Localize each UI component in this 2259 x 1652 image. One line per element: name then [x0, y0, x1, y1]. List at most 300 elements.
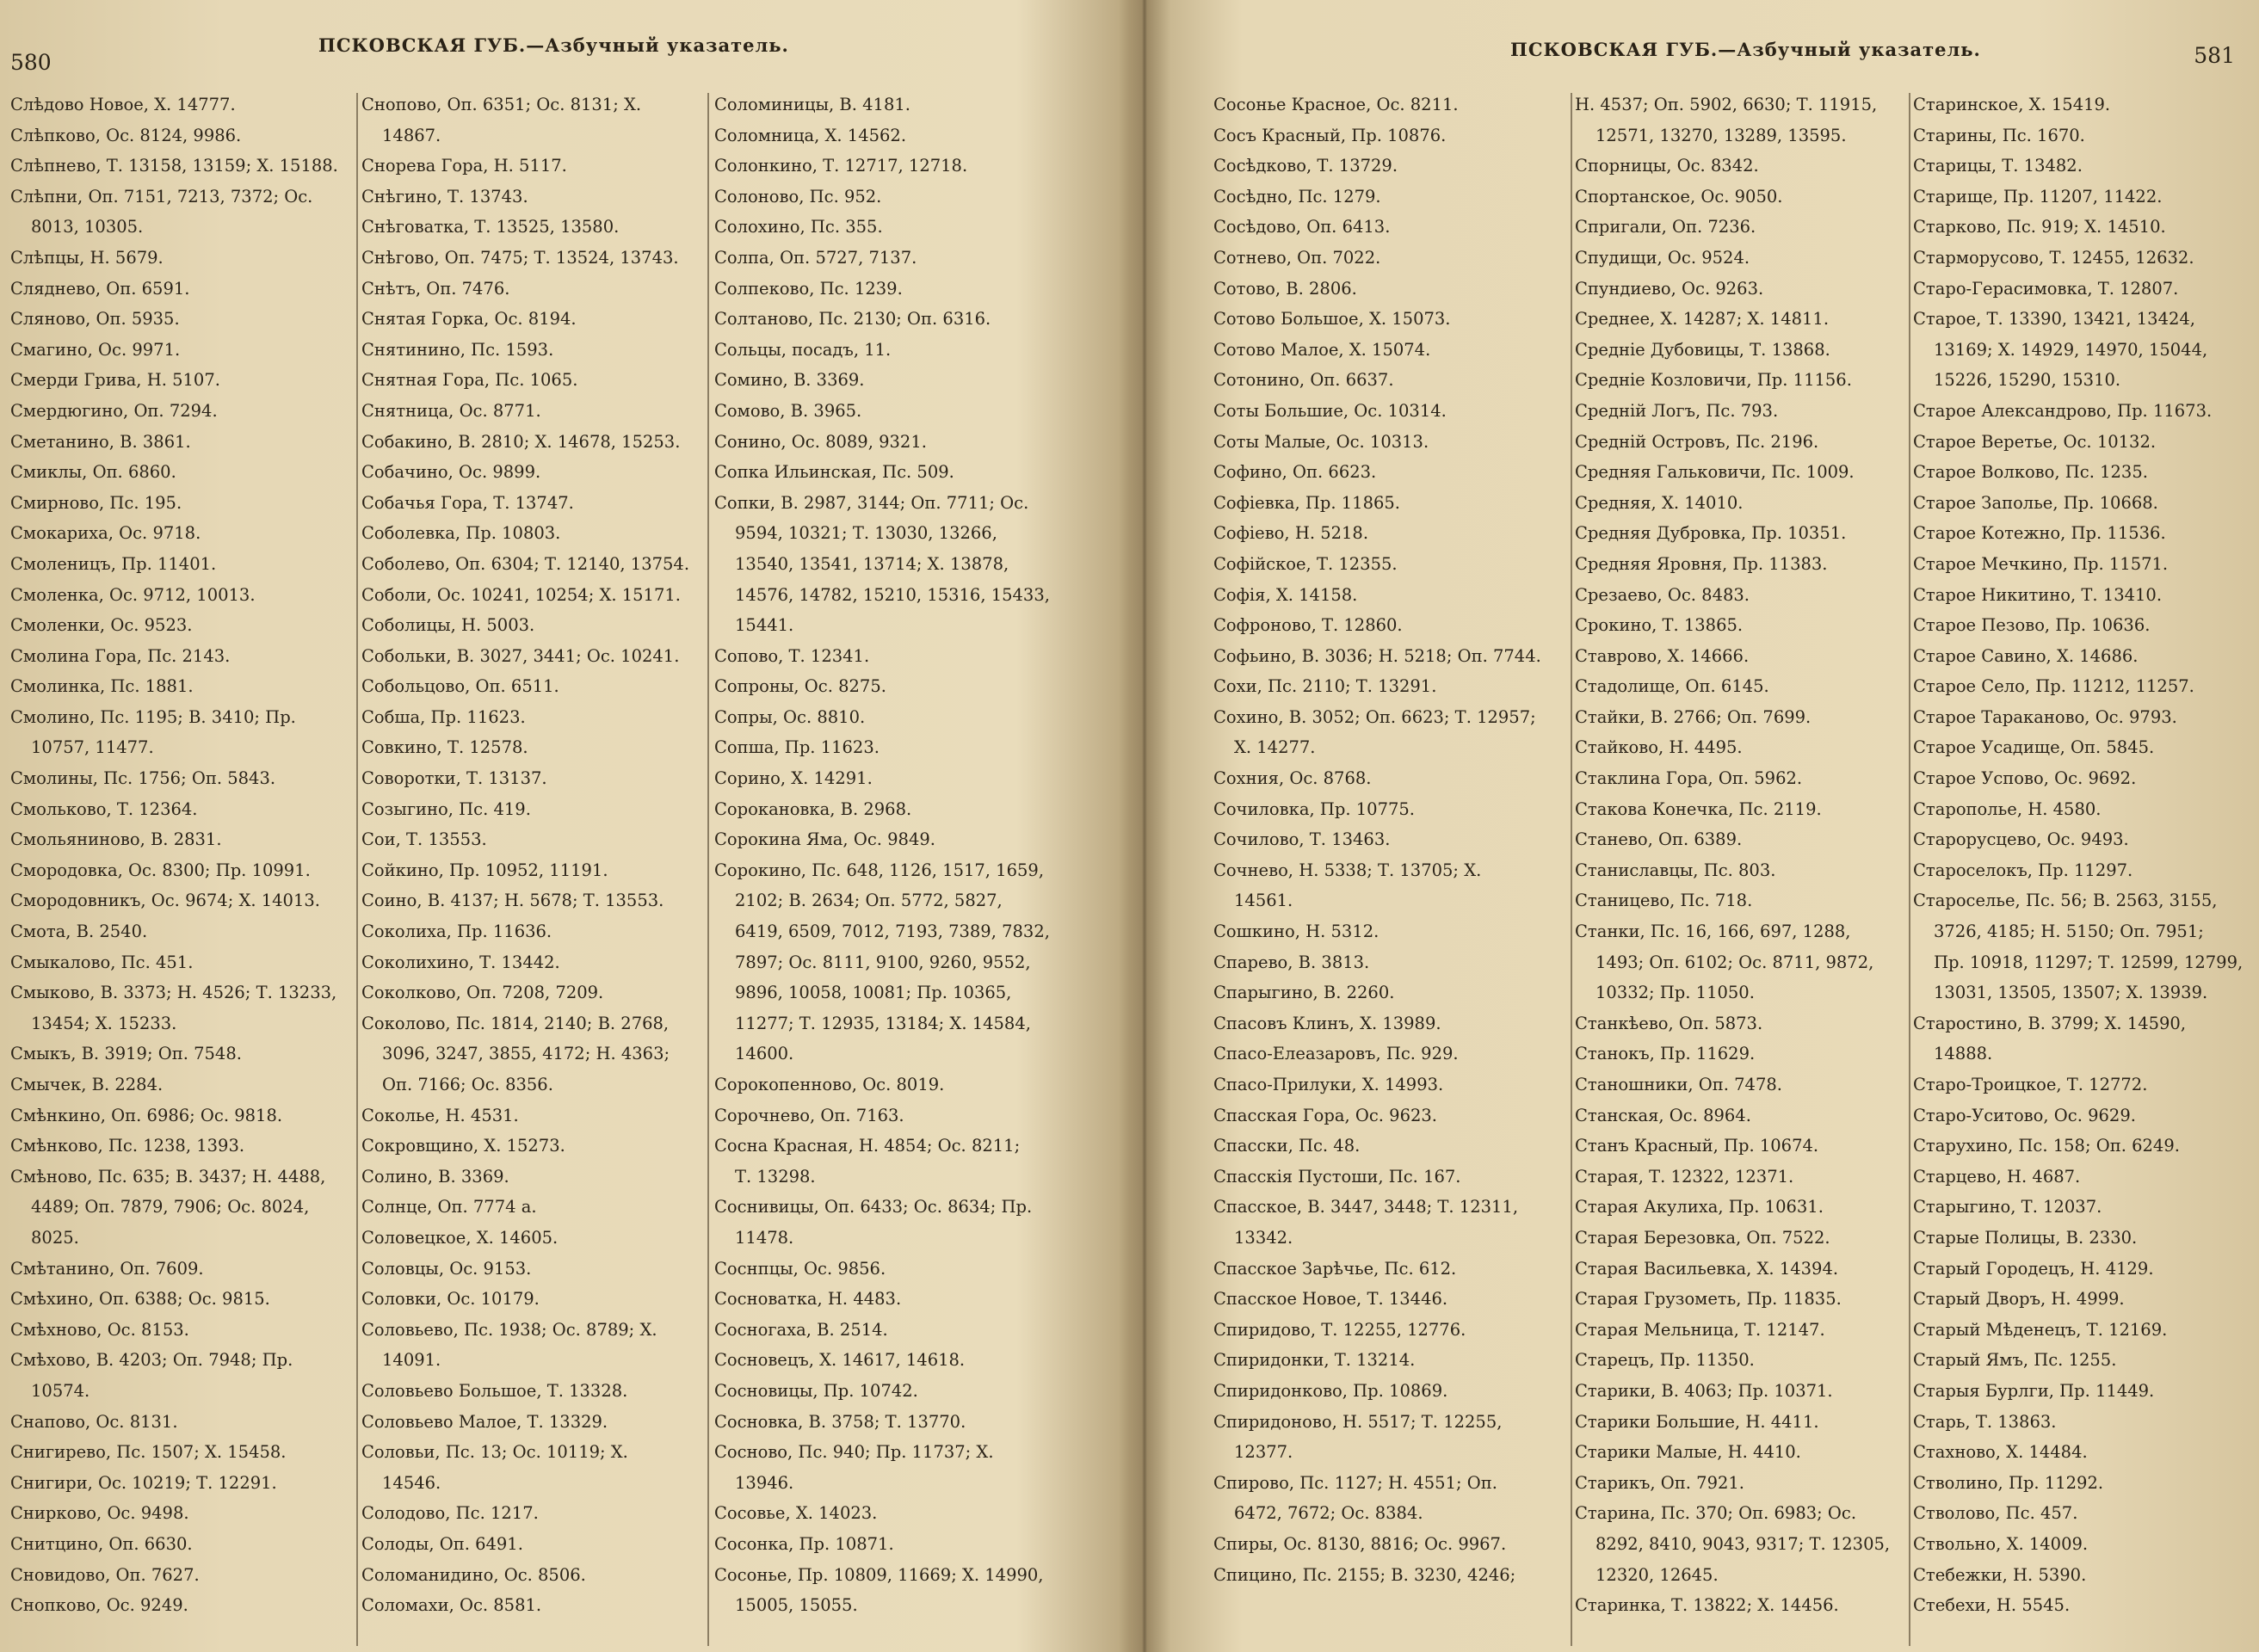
entry-line: Старая, Т. 12322, 12371. [1575, 1166, 1794, 1187]
index-entry [1213, 1407, 1566, 1468]
index-entry [10, 396, 355, 427]
entry-line: Сопры, Ос. 8810. [714, 706, 866, 727]
entry-line: Спасская Гора, Ос. 9623. [1213, 1105, 1437, 1125]
index-entry [714, 702, 1091, 733]
entry-line: Смѣново, Пс. 635; В. 3437; Н. 4488, [10, 1166, 326, 1187]
entry-line: Собакино, В. 2810; Х. 14678, 15253. [361, 431, 681, 452]
index-entry [1913, 732, 2253, 763]
entry-line: Сотнево, Оп. 7022. [1213, 247, 1381, 268]
entry-line: Собольки, В. 3027, 3441; Ос. 10241. [361, 645, 680, 666]
entry-line: Соломница, Х. 14562. [714, 125, 907, 145]
index-entry [1213, 1008, 1566, 1039]
entry-line: Старое Тараканово, Ос. 9793. [1913, 706, 2177, 727]
entry-line: Сновидово, Оп. 7627. [10, 1564, 200, 1585]
index-entry [1913, 763, 2253, 794]
index-entry [361, 1100, 701, 1131]
entry-line: Соты Малые, Ос. 10313. [1213, 431, 1429, 452]
index-entry [1213, 1529, 1566, 1560]
index-entry [714, 89, 1091, 120]
entry-line: Снопово, Оп. 6351; Ос. 8131; Х. [361, 95, 642, 114]
entry-line: Старецъ, Пр. 11350. [1575, 1350, 1755, 1371]
index-entry [1213, 212, 1566, 243]
entry-continuation: 13454; Х. 15233. [31, 1013, 177, 1033]
index-entry [1913, 1131, 2253, 1162]
entry-line: Софіево, Н. 5218. [1213, 523, 1369, 544]
entry-line: Стахново, Х. 14484. [1913, 1442, 2088, 1463]
index-entry [361, 824, 701, 855]
index-entry [1913, 855, 2253, 886]
entry-line: Слѣпцы, Н. 5679. [10, 247, 164, 268]
entry-continuation: 7897; Ос. 8111, 9100, 9260, 9552, [735, 952, 1031, 972]
index-entry [1913, 151, 2253, 182]
entry-line: Сляднево, Оп. 6591. [10, 278, 190, 299]
entry-line: Соболево, Оп. 6304; Т. 12140, 13754. [361, 553, 690, 574]
index-entry [714, 304, 1091, 335]
entry-line: Снорева Гора, Н. 5117. [361, 156, 567, 176]
entry-line: Старый Городецъ, Н. 4129. [1913, 1258, 2154, 1279]
index-entry [10, 1590, 355, 1621]
entry-continuation: 13342. [1234, 1227, 1293, 1248]
entry-line: Средніе Дубовицы, Т. 13868. [1575, 339, 1830, 360]
index-entry [361, 947, 701, 978]
index-entry [1913, 427, 2253, 458]
index-entry [1913, 1345, 2253, 1376]
entry-line: Старое Никитино, Т. 13410. [1913, 584, 2163, 605]
entry-line: Старково, Пс. 919; Х. 14510. [1913, 217, 2166, 237]
entry-line: Сосѣдово, Оп. 6413. [1213, 217, 1391, 237]
entry-line: Старыгино, Т. 12037. [1913, 1197, 2102, 1217]
index-entry [10, 151, 355, 182]
entry-continuation: 8025. [31, 1227, 79, 1248]
index-entry [1913, 1376, 2253, 1407]
index-column [1575, 89, 1906, 1621]
index-entry [10, 1315, 355, 1346]
entry-continuation: 13946. [735, 1472, 794, 1493]
entry-line: Смѣхново, Ос. 8153. [10, 1319, 189, 1340]
entry-line: Старо-Герасимовка, Т. 12807. [1913, 278, 2179, 299]
entry-line: Спирово, Пс. 1127; Н. 4551; Оп. [1213, 1472, 1497, 1493]
index-entry [1213, 1315, 1566, 1346]
entry-line: Сосновка, В. 3758; Т. 13770. [714, 1411, 966, 1432]
entry-line: Сохния, Ос. 8768. [1213, 768, 1372, 789]
index-entry [1913, 274, 2253, 305]
entry-line: Снѣтъ, Оп. 7476. [361, 278, 510, 299]
entry-line: Снапово, Ос. 8131. [10, 1411, 178, 1432]
entry-line: Средніе Козловичи, Пр. 11156. [1575, 370, 1852, 391]
entry-continuation: 10574. [31, 1380, 90, 1401]
index-entry [361, 1131, 701, 1162]
index-entry [10, 610, 355, 641]
index-entry [714, 1376, 1091, 1407]
index-entry [1575, 1223, 1906, 1254]
entry-continuation: 10332; Пр. 11050. [1595, 983, 1755, 1003]
entry-line: Соломанидино, Ос. 8506. [361, 1564, 586, 1585]
index-entry [1213, 1131, 1566, 1162]
index-entry [361, 1008, 701, 1100]
entry-continuation: 6472, 7672; Ос. 8384. [1234, 1503, 1423, 1524]
index-entry [1575, 702, 1906, 733]
entry-line: Сорочнево, Оп. 7163. [714, 1105, 904, 1125]
index-entry [361, 488, 701, 519]
entry-line: Спасское, В. 3447, 3448; Т. 12311, [1213, 1197, 1519, 1217]
page-number: 580 [10, 50, 52, 75]
entry-line: Средній Логъ, Пс. 793. [1575, 400, 1779, 421]
index-entry [1913, 549, 2253, 580]
column-rule [1909, 93, 1910, 1646]
index-entry [1913, 1192, 2253, 1223]
index-entry [1575, 1254, 1906, 1285]
entry-line: Смерди Грива, Н. 5107. [10, 370, 220, 391]
index-entry [1575, 580, 1906, 611]
index-entry [1913, 794, 2253, 825]
index-entry [1213, 243, 1566, 274]
index-entry [10, 885, 355, 916]
index-entry [361, 702, 701, 733]
column-rule [356, 93, 358, 1646]
index-entry [1913, 702, 2253, 733]
entry-line: Смолина Гора, Пс. 2143. [10, 645, 231, 666]
index-entry [1213, 518, 1566, 549]
index-entry [1213, 457, 1566, 488]
index-entry [1213, 671, 1566, 702]
column-rule [707, 93, 709, 1646]
entry-line: Сосѣдково, Т. 13729. [1213, 156, 1398, 176]
index-entry [361, 641, 701, 672]
entry-line: Старморусово, Т. 12455, 12632. [1913, 247, 2194, 268]
entry-line: Старое Усадище, Оп. 5845. [1913, 737, 2155, 758]
entry-continuation: 14600. [735, 1044, 794, 1064]
entry-line: Смота, В. 2540. [10, 922, 148, 942]
entry-line: Сляново, Оп. 5935. [10, 309, 180, 330]
index-entry [10, 1162, 355, 1254]
entry-line: Снигирево, Пс. 1507; Х. 15458. [10, 1442, 287, 1463]
entry-line: Смѣнкино, Оп. 6986; Ос. 9818. [10, 1105, 283, 1125]
index-entry [714, 151, 1091, 182]
entry-line: Сопша, Пр. 11623. [714, 737, 880, 758]
entry-line: Стакова Конечка, Пс. 2119. [1575, 798, 1822, 819]
index-entry [1913, 1008, 2253, 1069]
index-entry [10, 1468, 355, 1499]
entry-line: Соловьево Малое, Т. 13329. [361, 1411, 608, 1432]
entry-line: Старицы, Т. 13482. [1913, 156, 2083, 176]
entry-line: Соловьи, Пс. 13; Ос. 10119; Х. [361, 1442, 628, 1463]
entry-line: Смирново, Пс. 195. [10, 492, 182, 513]
index-entry [361, 1407, 701, 1438]
entry-line: Спасски, Пс. 48. [1213, 1136, 1361, 1156]
index-entry [10, 1100, 355, 1131]
entry-line: Сосонье Красное, Ос. 8211. [1213, 95, 1459, 114]
entry-continuation: 10757, 11477. [31, 737, 154, 758]
entry-line: Старины, Пс. 1670. [1913, 125, 2085, 145]
entry-line: Старый Мѣденецъ, Т. 12169. [1913, 1319, 2168, 1340]
index-entry [1213, 641, 1566, 672]
index-entry [10, 1131, 355, 1162]
entry-line: Старище, Пр. 11207, 11422. [1913, 186, 2163, 206]
index-entry [714, 1407, 1091, 1438]
entry-line: Солодово, Пс. 1217. [361, 1503, 539, 1524]
entry-continuation: 11277; Т. 12935, 13184; Х. 14584, [735, 1013, 1031, 1033]
index-entry [1213, 1376, 1566, 1407]
entry-continuation: 12377. [1234, 1442, 1293, 1463]
index-entry [1575, 824, 1906, 855]
entry-line: Соколково, Оп. 7208, 7209. [361, 983, 604, 1003]
index-entry [1575, 1008, 1906, 1039]
running-header: ПСКОВСКАЯ ГУБ.—Азбучный указатель. [1510, 39, 1981, 60]
entry-line: Сочнево, Н. 5338; Т. 13705; Х. [1213, 860, 1482, 880]
entry-line: Собша, Пр. 11623. [361, 706, 526, 727]
index-entry [1575, 1437, 1906, 1468]
index-entry [1913, 212, 2253, 243]
entry-continuation: 9896, 10058, 10081; Пр. 10365, [735, 983, 1012, 1003]
entry-line: Сорокопенново, Ос. 8019. [714, 1075, 945, 1094]
entry-line: Смольянинoво, В. 2831. [10, 829, 222, 850]
entry-line: Солонкино, Т. 12717, 12718. [714, 156, 968, 176]
entry-line: Смердюгино, Оп. 7294. [10, 400, 218, 421]
index-entry [1575, 243, 1906, 274]
entry-line: Сопроны, Ос. 8275. [714, 676, 886, 697]
index-entry [1213, 763, 1566, 794]
entry-continuation: 4489; Оп. 7879, 7906; Ос. 8024, [31, 1197, 310, 1217]
index-entry [1575, 641, 1906, 672]
entry-line: Солнце, Оп. 7774 а. [361, 1197, 537, 1217]
entry-line: Спасо-Прилуки, Х. 14993. [1213, 1075, 1444, 1094]
index-entry [1575, 610, 1906, 641]
index-entry [1913, 1223, 2253, 1254]
index-entry [1213, 120, 1566, 151]
entry-line: Спиридоново, Н. 5517; Т. 12255, [1213, 1411, 1503, 1432]
index-entry [1213, 1069, 1566, 1100]
index-entry [1913, 1560, 2253, 1591]
entry-line: Старый Ямъ, Пс. 1255. [1913, 1350, 2117, 1371]
entry-line: Сопово, Т. 12341. [714, 645, 870, 666]
index-entry [1213, 1560, 1566, 1591]
index-entry [1575, 1315, 1906, 1346]
index-entry [714, 274, 1091, 305]
entry-line: Соловьево Большое, Т. 13328. [361, 1380, 628, 1401]
entry-line: Сосновецъ, Х. 14617, 14618. [714, 1350, 966, 1371]
index-entry [1913, 1498, 2253, 1529]
entry-line: Солоды, Оп. 6491. [361, 1533, 523, 1554]
entry-continuation: 15005, 15055. [735, 1595, 858, 1616]
entry-line: Соловецкое, Х. 14605. [361, 1227, 559, 1248]
index-entry [361, 212, 701, 243]
entry-line: Старикъ, Оп. 7921. [1575, 1472, 1745, 1493]
entry-line: Снитцино, Оп. 6630. [10, 1533, 193, 1554]
index-entry [10, 1345, 355, 1406]
entry-line: Спортанское, Ос. 9050. [1575, 186, 1783, 206]
entry-line: Сопки, В. 2987, 3144; Оп. 7711; Ос. [714, 492, 1029, 513]
index-entry [361, 1223, 701, 1254]
entry-line: Снятница, Ос. 8771. [361, 400, 541, 421]
index-entry [10, 457, 355, 488]
entry-line: Смыкалово, Пс. 451. [10, 952, 194, 972]
index-entry [1913, 1315, 2253, 1346]
index-entry [10, 977, 355, 1039]
index-entry [10, 243, 355, 274]
page-number: 581 [2194, 43, 2235, 68]
index-entry [714, 457, 1091, 488]
index-entry [1213, 427, 1566, 458]
entry-line: Собачья Гора, Т. 13747. [361, 492, 574, 513]
entry-line: Соворотки, Т. 13137. [361, 768, 547, 789]
entry-line: Спудищи, Ос. 9524. [1575, 247, 1750, 268]
entry-line: Стебехи, Н. 5545. [1913, 1595, 2071, 1616]
index-entry [361, 977, 701, 1008]
index-entry [361, 549, 701, 580]
index-entry [1913, 610, 2253, 641]
entry-line: Спорницы, Ос. 8342. [1575, 156, 1759, 176]
entry-line: Старая Березовка, Оп. 7522. [1575, 1227, 1830, 1248]
entry-line: Снятая Горка, Ос. 8194. [361, 309, 577, 330]
entry-line: Солтаново, Пс. 2130; Оп. 6316. [714, 309, 991, 330]
entry-line: Сосногаха, В. 2514. [714, 1319, 888, 1340]
entry-line: Софійское, Т. 12355. [1213, 553, 1398, 574]
index-entry [1575, 1345, 1906, 1376]
index-entry [714, 1069, 1091, 1100]
entry-line: Станошники, Оп. 7478. [1575, 1075, 1782, 1094]
index-entry [10, 916, 355, 947]
entry-line: Сохино, В. 3052; Оп. 6623; Т. 12957; [1213, 706, 1536, 727]
entry-line: Слѣпнево, Т. 13158, 13159; Х. 15188. [10, 156, 338, 176]
entry-line: Станки, Пс. 16, 166, 697, 1288, [1575, 922, 1851, 942]
entry-line: Старый Дворъ, Н. 4999. [1913, 1289, 2125, 1310]
entry-line: Станиславцы, Пс. 803. [1575, 860, 1776, 880]
entry-line: Сои, Т. 13553. [361, 829, 487, 850]
index-entry [1913, 641, 2253, 672]
entry-line: Сочилово, Т. 13463. [1213, 829, 1391, 850]
index-entry [361, 794, 701, 825]
entry-continuation: Т. 13298. [735, 1166, 816, 1187]
index-entry [361, 885, 701, 916]
index-entry [1575, 274, 1906, 305]
entry-line: Слѣпково, Ос. 8124, 9986. [10, 125, 242, 145]
entry-line: Сосовье, Х. 14023. [714, 1503, 878, 1524]
entry-line: Сорокино, Пс. 648, 1126, 1517, 1659, [714, 860, 1045, 880]
entry-line: Соснпцы, Ос. 9856. [714, 1258, 886, 1279]
entry-line: Старики Малые, Н. 4410. [1575, 1442, 1801, 1463]
entry-line: Снятная Гора, Пс. 1065. [361, 370, 578, 391]
entry-line: Стайково, Н. 4495. [1575, 737, 1743, 758]
running-header: ПСКОВСКАЯ ГУБ.—Азбучный указатель. [318, 34, 789, 56]
entry-continuation: 14576, 14782, 15210, 15316, 15433, [735, 584, 1050, 605]
entry-line: Сорокина Яма, Ос. 9849. [714, 829, 935, 850]
entry-line: Снятинино, Пс. 1593. [361, 339, 554, 360]
entry-line: Соловцы, Ос. 9153. [361, 1258, 532, 1279]
entry-line: Старое Успово, Ос. 9692. [1913, 768, 2137, 789]
index-entry [1575, 1192, 1906, 1223]
index-entry [10, 182, 355, 243]
index-entry [1913, 1162, 2253, 1193]
index-entry [1575, 763, 1906, 794]
entry-line: Старыя Бурлги, Пр. 11449. [1913, 1380, 2155, 1401]
entry-line: Спригали, Оп. 7236. [1575, 217, 1756, 237]
index-entry [1213, 1192, 1566, 1253]
index-entry [714, 182, 1091, 213]
index-entry [1213, 335, 1566, 366]
index-entry [10, 763, 355, 794]
entry-line: Солпа, Оп. 5727, 7137. [714, 247, 917, 268]
index-entry [1575, 885, 1906, 916]
entry-line: Соболевка, Пр. 10803. [361, 523, 561, 544]
index-entry [1575, 304, 1906, 335]
index-entry [714, 1437, 1091, 1498]
entry-continuation: 8292, 8410, 9043, 9317; Т. 12305, [1595, 1533, 1891, 1554]
entry-line: Смокариха, Ос. 9718. [10, 523, 201, 544]
entry-line: Старое Заполье, Пр. 10668. [1913, 492, 2158, 513]
index-entry [1213, 89, 1566, 120]
index-entry [1913, 1254, 2253, 1285]
entry-continuation: 3726, 4185; Н. 5150; Оп. 7951; [1934, 922, 2204, 942]
index-entry [361, 457, 701, 488]
index-entry [714, 641, 1091, 672]
index-entry [1913, 89, 2253, 120]
entry-line: Смолины, Пс. 1756; Оп. 5843. [10, 768, 276, 789]
index-entry [714, 365, 1091, 396]
entry-line: Старополье, Н. 4580. [1913, 798, 2102, 819]
index-entry [714, 1560, 1091, 1621]
index-column [1213, 89, 1566, 1590]
entry-continuation: 6419, 6509, 7012, 7193, 7389, 7832, [735, 922, 1050, 942]
entry-line: Спасское Зарѣчье, Пс. 612. [1213, 1258, 1457, 1279]
entry-line: Спиридово, Т. 12255, 12776. [1213, 1319, 1466, 1340]
index-entry [1575, 182, 1906, 213]
entry-line: Старое Мечкино, Пр. 11571. [1913, 553, 2169, 574]
entry-line: Сопка Ильинская, Пс. 509. [714, 462, 954, 483]
index-entry [361, 916, 701, 947]
index-entry [10, 1407, 355, 1438]
entry-line: Сосонье, Пр. 10809, 11669; Х. 14990, [714, 1564, 1044, 1585]
entry-line: Старое Веретье, Ос. 10132. [1913, 431, 2157, 452]
entry-line: Спицино, Пс. 2155; В. 3230, 4246; [1213, 1564, 1516, 1585]
entry-continuation: 14867. [382, 125, 441, 145]
index-entry [361, 1437, 701, 1498]
index-entry [1913, 1069, 2253, 1100]
entry-line: Смагино, Ос. 9971. [10, 339, 181, 360]
index-entry [1575, 1468, 1906, 1499]
index-entry [1575, 1407, 1906, 1438]
index-entry [10, 794, 355, 825]
index-entry [1213, 916, 1566, 947]
entry-line: Снѣгово, Оп. 7475; Т. 13524, 13743. [361, 247, 679, 268]
index-entry [361, 396, 701, 427]
entry-line: Соколово, Пс. 1814, 2140; В. 2768, [361, 1013, 670, 1033]
index-entry [1913, 671, 2253, 702]
index-column [714, 89, 1091, 1621]
entry-line: Старое Котежно, Пр. 11536. [1913, 523, 2166, 544]
entry-line: Соболицы, Н. 5003. [361, 615, 535, 636]
entry-line: Спарево, В. 3813. [1213, 952, 1370, 972]
entry-continuation: 8013, 10305. [31, 217, 144, 237]
index-entry [10, 274, 355, 305]
index-entry [714, 243, 1091, 274]
index-entry [10, 671, 355, 702]
entry-line: Смоленка, Ос. 9712, 10013. [10, 584, 256, 605]
entry-line: Сосъ Красный, Пр. 10876. [1213, 125, 1447, 145]
index-entry [714, 732, 1091, 763]
entry-line: Старики, В. 4063; Пр. 10371. [1575, 1380, 1833, 1401]
entry-line: Сонино, Ос. 8089, 9321. [714, 431, 927, 452]
entry-line: Станево, Оп. 6389. [1575, 829, 1743, 850]
entry-line: Старая Мельница, Т. 12147. [1575, 1319, 1825, 1340]
entry-continuation: 12320, 12645. [1595, 1564, 1719, 1585]
entry-continuation: 3096, 3247, 3855, 4172; Н. 4363; [382, 1044, 670, 1064]
entry-line: Смолино, Пс. 1195; В. 3410; Пр. [10, 706, 296, 727]
index-entry [1913, 1437, 2253, 1468]
entry-line: Стаклина Гора, Оп. 5962. [1575, 768, 1803, 789]
entry-line: Старoселье, Пс. 56; В. 2563, 3155, [1913, 891, 2218, 911]
entry-continuation: 15441. [735, 615, 794, 636]
entry-line: Солпеково, Пс. 1239. [714, 278, 903, 299]
